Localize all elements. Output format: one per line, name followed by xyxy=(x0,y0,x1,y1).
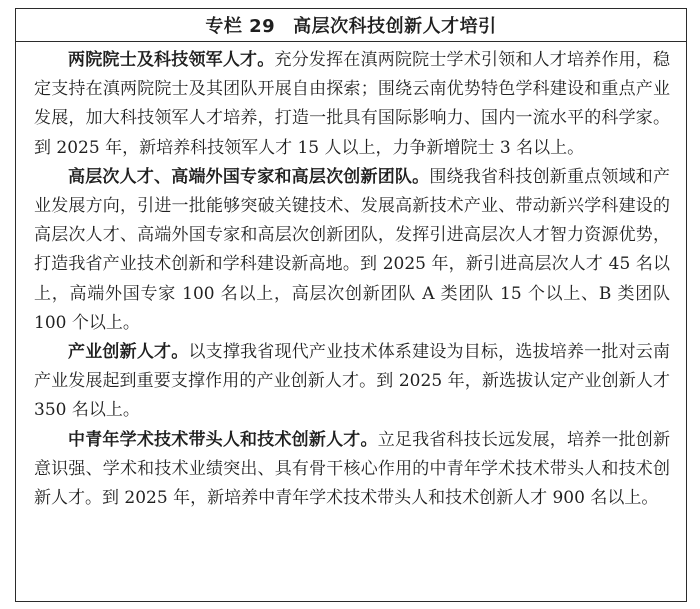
paragraph-text: 以支撑我省现代产业技术体系建设为目标，选拔培养一批对云南产业发展起到重要支撑作用的产业创新人才。到 2025 年，新选拔认定产业创新人才 350 名以上。 xyxy=(34,342,671,421)
paragraph-young-leaders xyxy=(34,426,670,514)
paragraph-lead: 两院院士及科技领军人才。 xyxy=(68,50,275,70)
column-number: 专栏 29 xyxy=(205,16,276,37)
paragraph-academicians xyxy=(34,46,670,163)
paragraph-lead: 产业创新人才。 xyxy=(68,342,189,363)
paragraph-text: 充分发挥在滇两院院士学术引领和人才培养作用，稳定支持在滇两院院士及其团队开展自由探索；围绕云南优势特色学科建设和重点产业发展，加大科技领军人才培养，打造一批具有国际影响力、国内一流水平的科学家。到 2025 年，新培养科技领军人才 15 人以上，力争新增院士 3 名以上。 xyxy=(34,50,671,158)
paragraph-text: 立足我省科技长远发展，培养一批创新意识强、学术和技术业绩突出、具有骨干核心作用的中青年学术技术带头人和技术创新人才。到 2025 年，新培养中青年学术技术带头人和技术创新人才 900 名以上。 xyxy=(34,429,671,509)
paragraph-industry-talent xyxy=(34,338,670,426)
paragraph-lead: 中青年学术技术带头人和技术创新人才。 xyxy=(68,429,378,450)
column-box xyxy=(15,8,687,602)
box-content xyxy=(16,42,686,513)
column-title: 高层次科技创新人才培引 xyxy=(293,16,497,37)
paragraph-lead: 高层次人才、高端外国专家和高层次创新团队。 xyxy=(68,166,430,187)
paragraph-high-level-talent xyxy=(34,163,670,338)
box-header xyxy=(16,9,686,42)
paragraph-text: 围绕我省科技创新重点领域和产业发展方向，引进一批能够突破关键技术、发展高新技术产业、带动新兴学科建设的高层次人才、高端外国专家和高层次创新团队，发挥引进高层次人才智力资源优势，打造我省产业技术创新和学科建设新高地。到 2025 年，新引进高层次人才 45 名以上，高端外国专家 100 名以上，高层次创新团队 A 类团队 15 个以上、B 类团队 100 个以上。 xyxy=(34,166,671,333)
